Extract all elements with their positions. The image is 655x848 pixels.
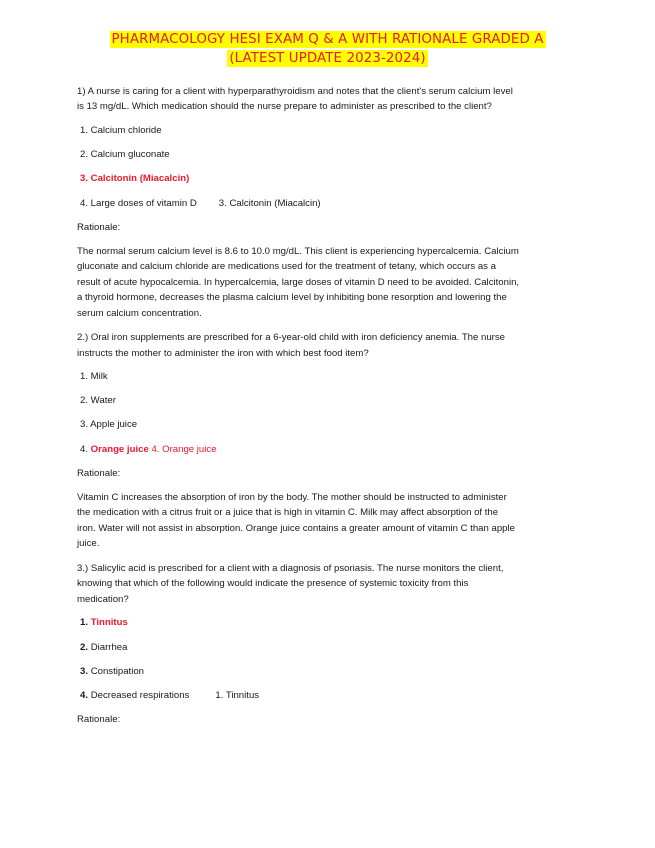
q1-option-2: 2. Calcium gluconate xyxy=(80,149,170,160)
q3-text-line-1: 3.) Salicylic acid is prescribed for a client with a diagnosis of psoriasis. The nurse monitors the client, xyxy=(77,563,504,574)
q1-option-3-correct: 3. Calcitonin (Miacalcin) xyxy=(80,173,190,184)
q1-option-4: 4. Large doses of vitamin D xyxy=(80,198,197,209)
q2-option-1: 1. Milk xyxy=(80,371,108,382)
q2-rationale-line-4: juice. xyxy=(77,538,100,549)
document-subtitle: (LATEST UPDATE 2023-2024) xyxy=(229,51,426,66)
q3-option-4: Decreased respirations xyxy=(90,690,190,701)
q2-answer: 4. Orange juice xyxy=(151,444,217,455)
q3-text-line-2: knowing that which of the following would indicate the presence of systemic toxicity from this xyxy=(77,578,469,589)
q2-text-line-1: 2.) Oral iron supplements are prescribed for a 6-year-old child with iron deficiency anemia. The nurse xyxy=(77,332,506,343)
q3-option-2-number: 2. xyxy=(80,642,89,653)
q1-rationale-line-2: gluconate and calcium chloride are medications used for the treatment of tetany, which occurs as a xyxy=(77,261,496,272)
q3-option-4-row xyxy=(80,688,580,703)
q3-answer: 1. Tinnitus xyxy=(215,690,260,701)
q1-rationale-line-4: a thyroid hormone, decreases the plasma calcium level by inhibiting bone resorption and lowering the xyxy=(77,292,507,303)
q2-rationale-line-2: the medication with a citrus fruit or a juice that is high in vitamin C. Milk may affect absorption of the xyxy=(77,507,499,518)
q3-option-3-number: 3. xyxy=(80,666,89,677)
title-line-2-wrap xyxy=(0,49,655,67)
q3-option-2: Diarrhea xyxy=(90,642,128,653)
document-title: PHARMACOLOGY HESI EXAM Q & A WITH RATIONALE GRADED A xyxy=(111,32,544,47)
q1-rationale-line-1: The normal serum calcium level is 8.6 to 10.0 mg/dL. This client is experiencing hypercalcemia. Calcium xyxy=(77,246,519,257)
q2-rationale-line-1: Vitamin C increases the absorption of iron by the body. The mother should be instructed to administer xyxy=(77,492,507,503)
q2-rationale-line-3: iron. Water will not assist in absorption. Orange juice contains a greater amount of vitamin C than apple xyxy=(77,523,515,534)
q1-option-1: 1. Calcium chloride xyxy=(80,125,162,136)
q2-text-line-2: instructs the mother to administer the iron with which best food item? xyxy=(77,348,369,359)
q3-rationale-label: Rationale: xyxy=(77,714,121,725)
q1-rationale-label: Rationale: xyxy=(77,222,121,233)
q3-option-1-correct: Tinnitus xyxy=(90,617,128,628)
q3-option-2-row xyxy=(80,640,580,655)
q2-rationale-label: Rationale: xyxy=(77,468,121,479)
q1-rationale-line-3: result of acute hypocalcemia. In hypercalcemia, large doses of vitamin D need to be avoided. Calcitonin, xyxy=(77,277,520,288)
q3-option-1-row xyxy=(80,615,580,630)
q1-rationale-line-5: serum calcium concentration. xyxy=(77,308,202,319)
q1-text-line-1: 1) A nurse is caring for a client with hyperparathyroidism and notes that the client's serum calcium level xyxy=(77,86,513,97)
q1-option-4-row xyxy=(80,196,580,211)
q3-option-4-number: 4. xyxy=(80,690,89,701)
q3-option-3-row xyxy=(80,664,580,679)
q3-text-line-3: medication? xyxy=(77,594,129,605)
q1-text-line-2: is 13 mg/dL. Which medication should the nurse prepare to administer as prescribed to the client? xyxy=(77,101,492,112)
q2-option-3: 3. Apple juice xyxy=(80,419,138,430)
q3-option-1-number: 1. xyxy=(80,617,89,628)
q2-option-4-correct: Orange juice xyxy=(90,444,149,455)
q2-option-4-row xyxy=(80,442,580,457)
q2-option-2: 2. Water xyxy=(80,395,116,406)
title-line-1-wrap xyxy=(0,30,655,48)
q2-option-4-number: 4. xyxy=(80,444,91,455)
q1-answer: 3. Calcitonin (Miacalcin) xyxy=(218,198,321,209)
q3-option-3: Constipation xyxy=(90,666,145,677)
